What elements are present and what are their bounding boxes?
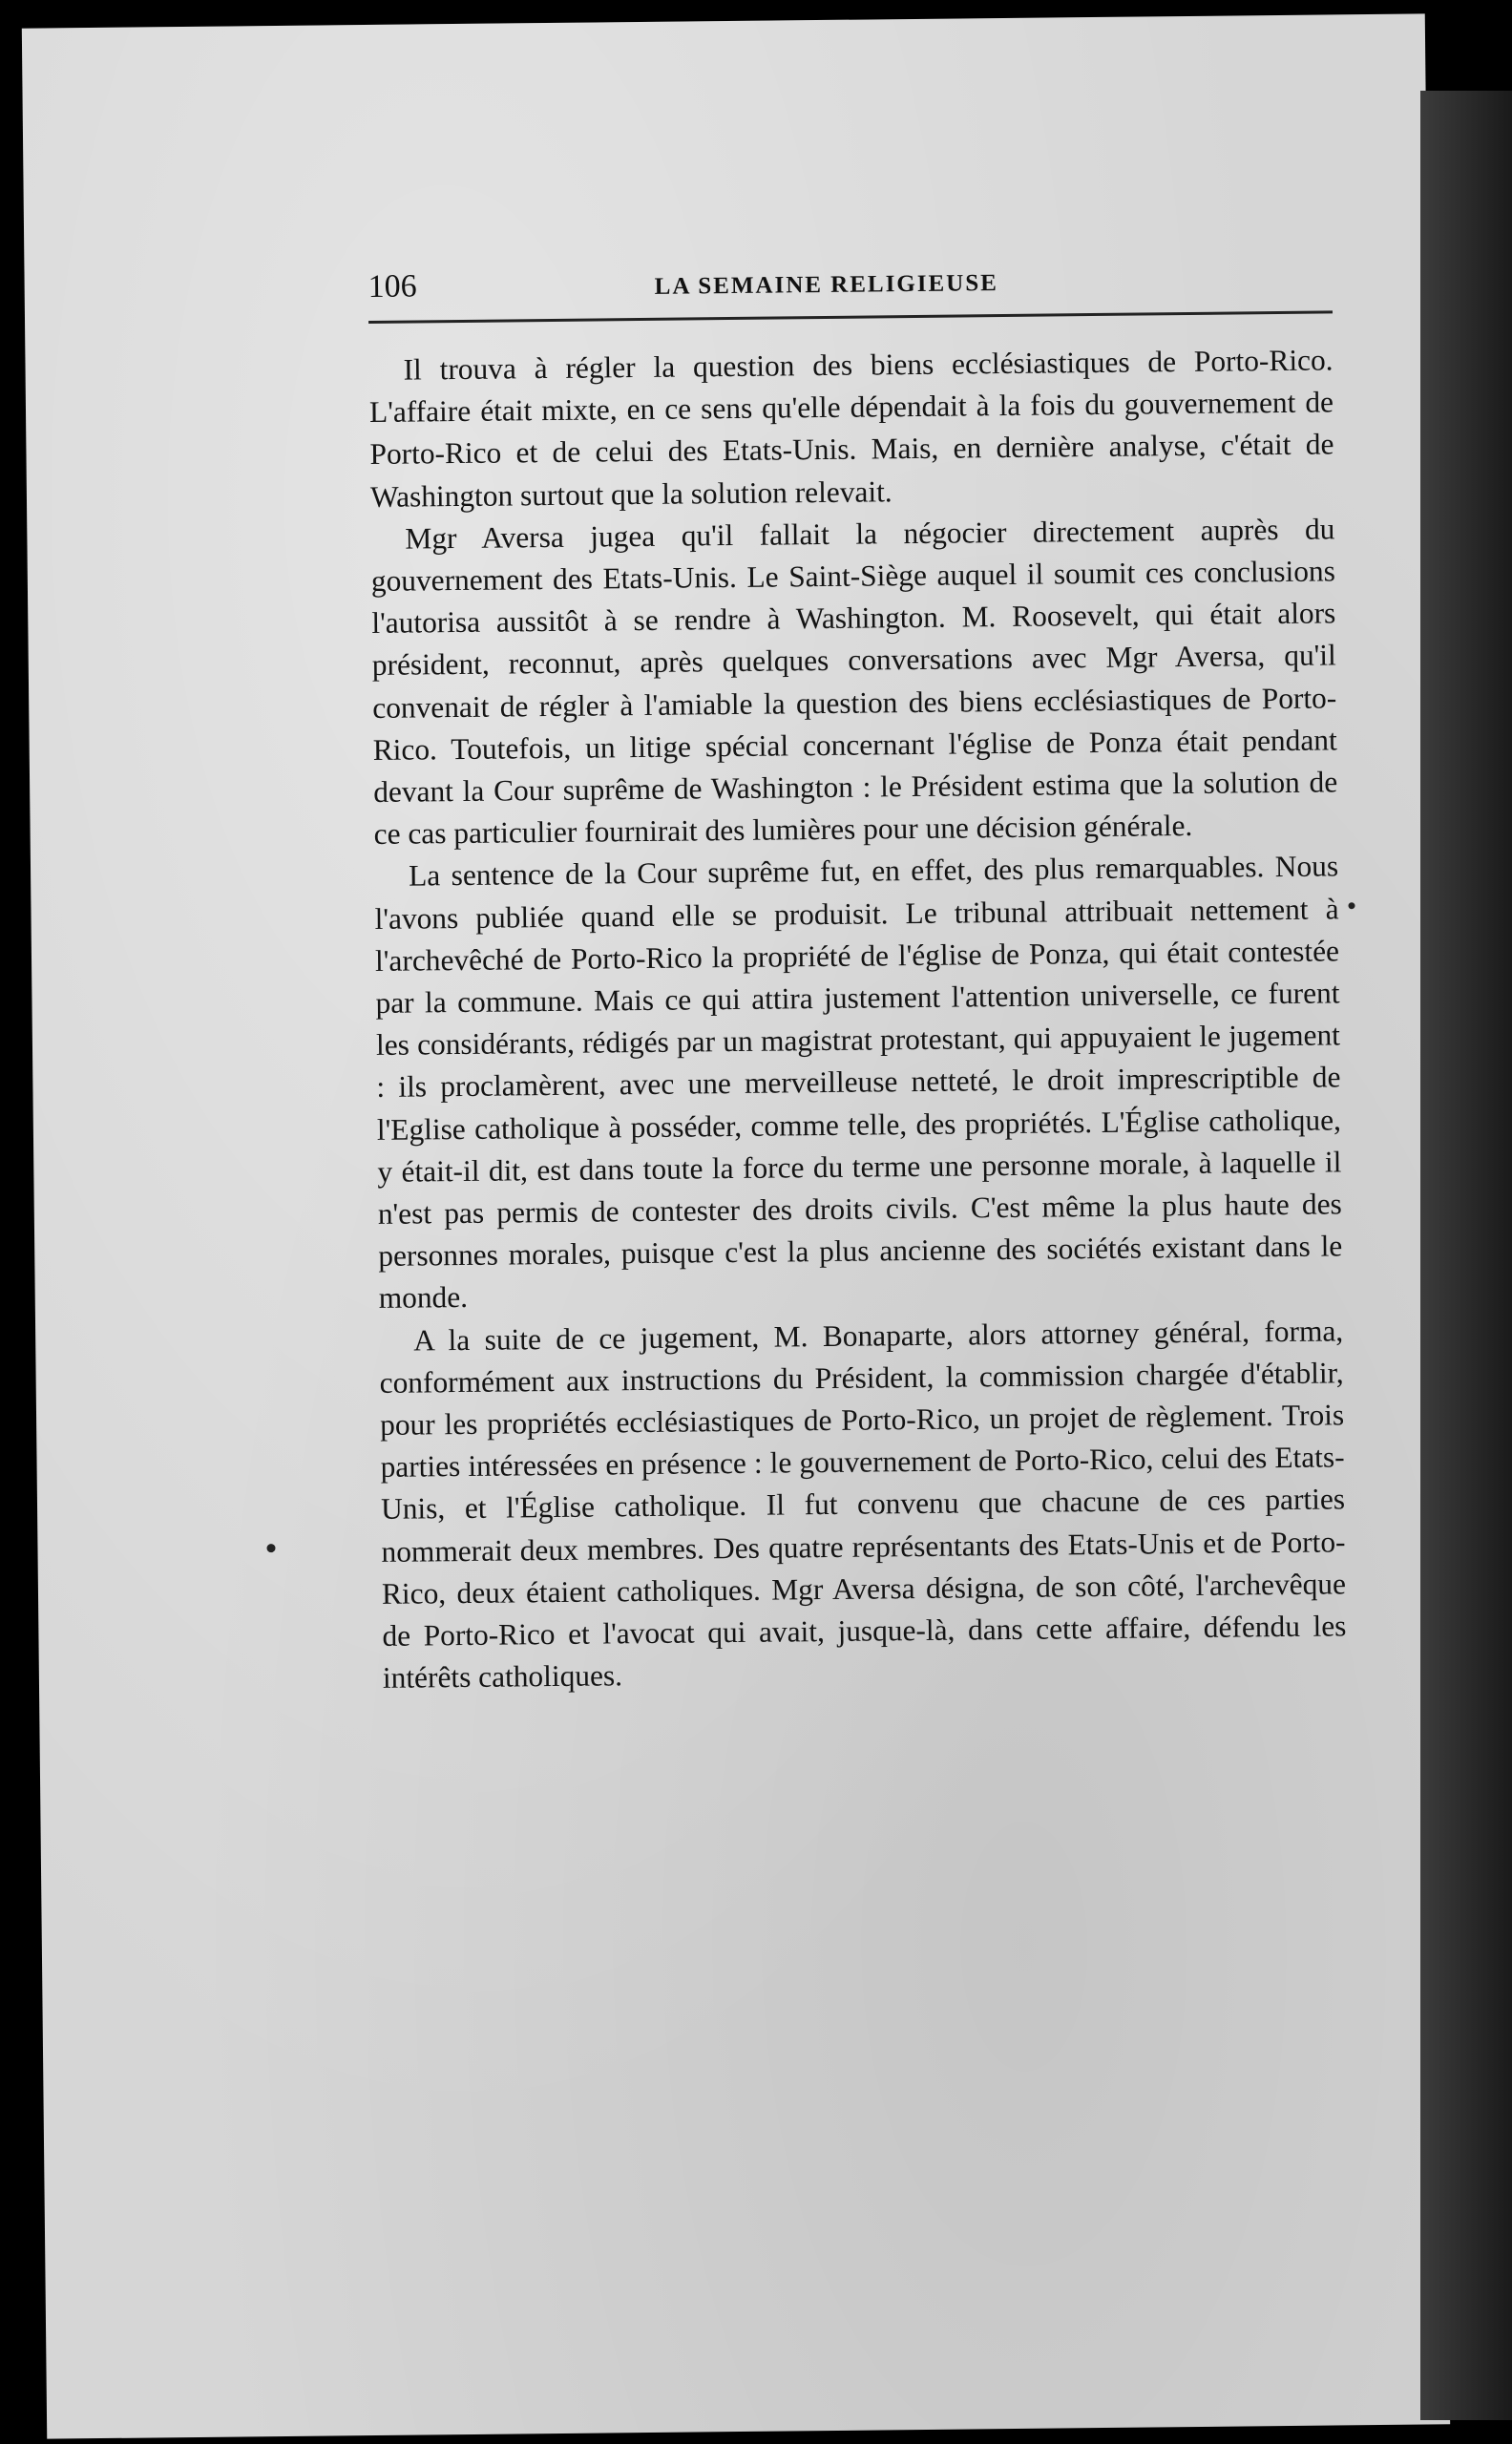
running-title: LA SEMAINE RELIGIEUSE [654, 270, 998, 300]
paragraph-4: A la suite de ce jugement, M. Bonaparte, alors attorney général, forma, conformément aux instructions du Président, la commission chargée d'établir, pour les propriétés ecclésiastiques de Porto-Rico, un projet de règlement. Trois parties intéressées en présence : le gouvernement de Porto-Rico, celui des Etats-Unis, et l'Église catholique. Il fut convenu que chacune de ces parties nommerait deux membres. Des quatre représentants des Etats-Unis et de Porto-Rico, deux étaient catholiques. Mgr Aversa désigna, de son côté, l'archevêque de Porto-Rico et l'avocat qui avait, jusque-là, dans cette affaire, défendu les intérêts catholiques. [379, 1314, 1347, 1696]
body-text [368, 339, 1347, 1699]
page-number: 106 [368, 268, 417, 305]
paragraph-1: Il trouva à régler la question des biens ecclésiastiques de Porto-Rico. L'affaire était mixte, en ce sens qu'elle dépendait à la fois du gouvernement de Porto-Rico et de celui des Etats-Unis. Mais, en dernière analyse, c'était de Washington surtout que la solution relevait. [368, 343, 1334, 514]
paragraph-2: Mgr Aversa jugea qu'il fallait la négocier directement auprès du gouvernement des Etats-Unis. Le Saint-Siège auquel il soumit ces conclusions l'autorisa aussitôt à se rendre à Washington. M. Roosevelt, qui était alors président, reconnut, après quelques conversations avec Mgr Aversa, qu'il convenait de régler à l'amiable la question des biens ecclésiastiques de Porto-Rico. Toutefois, un litige spécial concernant l'église de Ponza était pendant devant la Cour suprême de Washington : le Président estima que la solution de ce cas particulier fournirait des lumières pour une décision générale. [370, 512, 1338, 852]
page-edge-shadow [1420, 91, 1512, 2420]
book-page [22, 13, 1450, 2438]
page-header [368, 253, 1333, 324]
scan-speck [266, 1544, 275, 1552]
scan-speck [1348, 902, 1354, 909]
paragraph-3: La sentence de la Cour suprême fut, en effet, des plus remarquables. Nous l'avons publiée quand elle se produisit. Le tribunal attribuait nettement à l'archevêché de Porto-Rico la propriété de l'église de Ponza, qui était contestée par la commune. Mais ce qui attira justement l'attention universelle, ce furent les considérants, rédigés par un magistrat protestant, qui appuyaient le jugement : ils proclamèrent, avec une merveilleuse netteté, le droit imprescriptible de l'Eglise catholique à posséder, comme telle, des propriétés. L'Église catholique, y était-il dit, est dans toute la force du terme une personne morale, à laquelle il n'est pas permis de contester des droits civils. C'est même la plus haute des personnes morales, puisque c'est la plus ancienne des sociétés existant dans le monde. [374, 849, 1343, 1316]
